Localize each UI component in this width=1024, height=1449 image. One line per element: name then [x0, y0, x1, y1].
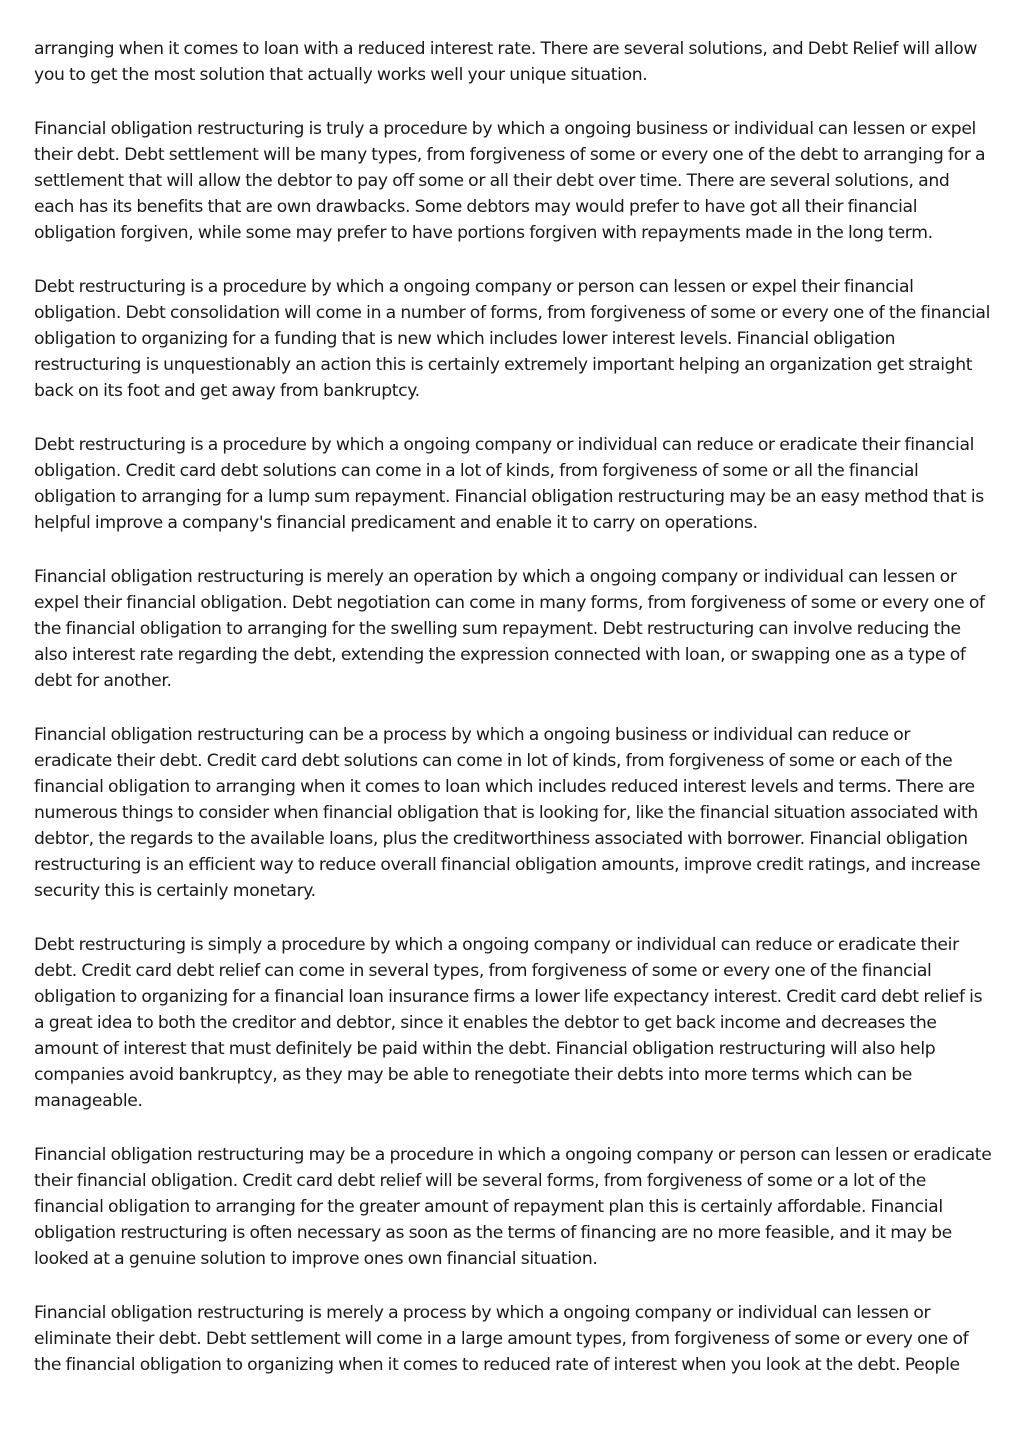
paragraph: Financial obligation restructuring is merely a process by which a ongoing company or individual can lessen or eliminate their debt. Debt settlement will come in a large amount types, from forgiveness of some or every one of the financial obligation to organizing when it comes to reduced rate of interest when you look at the debt. People	[34, 1303, 969, 1375]
paragraph: Debt restructuring is simply a procedure by which a ongoing company or individual can reduce or eradicate their debt. Credit card debt relief can come in several types, from forgiveness of some or every one of the financial obligation to organizing for a financial loan insurance firms a lower life expectancy interest. Credit card debt relief is a great idea to both the creditor and debtor, since it enables the debtor to get back income and decreases the amount of interest that must definitely be paid within the debt. Financial obligation restructuring will also help companies avoid bankruptcy, as they may be able to renegotiate their debts into more terms which can be manageable.	[34, 935, 983, 1111]
paragraph: Debt restructuring is a procedure by which a ongoing company or individual can reduce or eradicate their financial obligation. Credit card debt solutions can come in a lot of kinds, from forgiveness of some or all the financial obligation to arranging for a lump sum repayment. Financial obligation restructuring may be an easy method that is helpful improve a company's financial predicament and enable it to carry on operations.	[34, 435, 984, 533]
paragraph: Financial obligation restructuring can be a process by which a ongoing business or individual can reduce or eradicate their debt. Credit card debt solutions can come in lot of kinds, from forgiveness of some or each of the financial obligation to arranging when it comes to loan which includes reduced interest levels and terms. There are numerous things to consider when financial obligation that is looking for, like the financial situation associated with debtor, the regards to the available loans, plus the creditworthiness associated with borrower. Financial obligation restructuring is an efficient way to reduce overall financial obligation amounts, improve credit ratings, and increase security this is certainly monetary.	[34, 725, 981, 901]
document-body	[34, 36, 992, 1406]
paragraph: Financial obligation restructuring may be a procedure in which a ongoing company or person can lessen or eradicate their financial obligation. Credit card debt relief will be several forms, from forgiveness of some or a lot of the financial obligation to arranging for the greater amount of repayment plan this is certainly affordable. Financial obligation restructuring is often necessary as soon as the terms of financing are no more feasible, and it may be looked at a genuine solution to improve ones own financial situation.	[34, 1145, 992, 1269]
paragraph: Financial obligation restructuring is truly a procedure by which a ongoing business or individual can lessen or expel their debt. Debt settlement will be many types, from forgiveness of some or every one of the debt to arranging for a settlement that will allow the debtor to pay off some or all their debt over time. There are several solutions, and each has its benefits that are own drawbacks. Some debtors may would prefer to have got all their financial obligation forgiven, while some may prefer to have portions forgiven with repayments made in the long term.	[34, 119, 986, 243]
paragraph: Financial obligation restructuring is merely an operation by which a ongoing company or individual can lessen or expel their financial obligation. Debt negotiation can come in many forms, from forgiveness of some or every one of the financial obligation to arranging for the swelling sum repayment. Debt restructuring can involve reducing the also interest rate regarding the debt, extending the expression connected with loan, or swapping one as a type of debt for another.	[34, 567, 985, 691]
paragraph: arranging when it comes to loan with a reduced interest rate. There are several solutions, and Debt Relief will allow you to get the most solution that actually works well your unique situation.	[34, 39, 978, 85]
paragraph: Debt restructuring is a procedure by which a ongoing company or person can lessen or expel their financial obligation. Debt consolidation will come in a number of forms, from forgiveness of some or every one of the financial obligation to organizing for a funding that is new which includes lower interest levels. Financial obligation restructuring is unquestionably an action this is certainly extremely important helping an organization get straight back on its foot and get away from bankruptcy.	[34, 277, 991, 401]
